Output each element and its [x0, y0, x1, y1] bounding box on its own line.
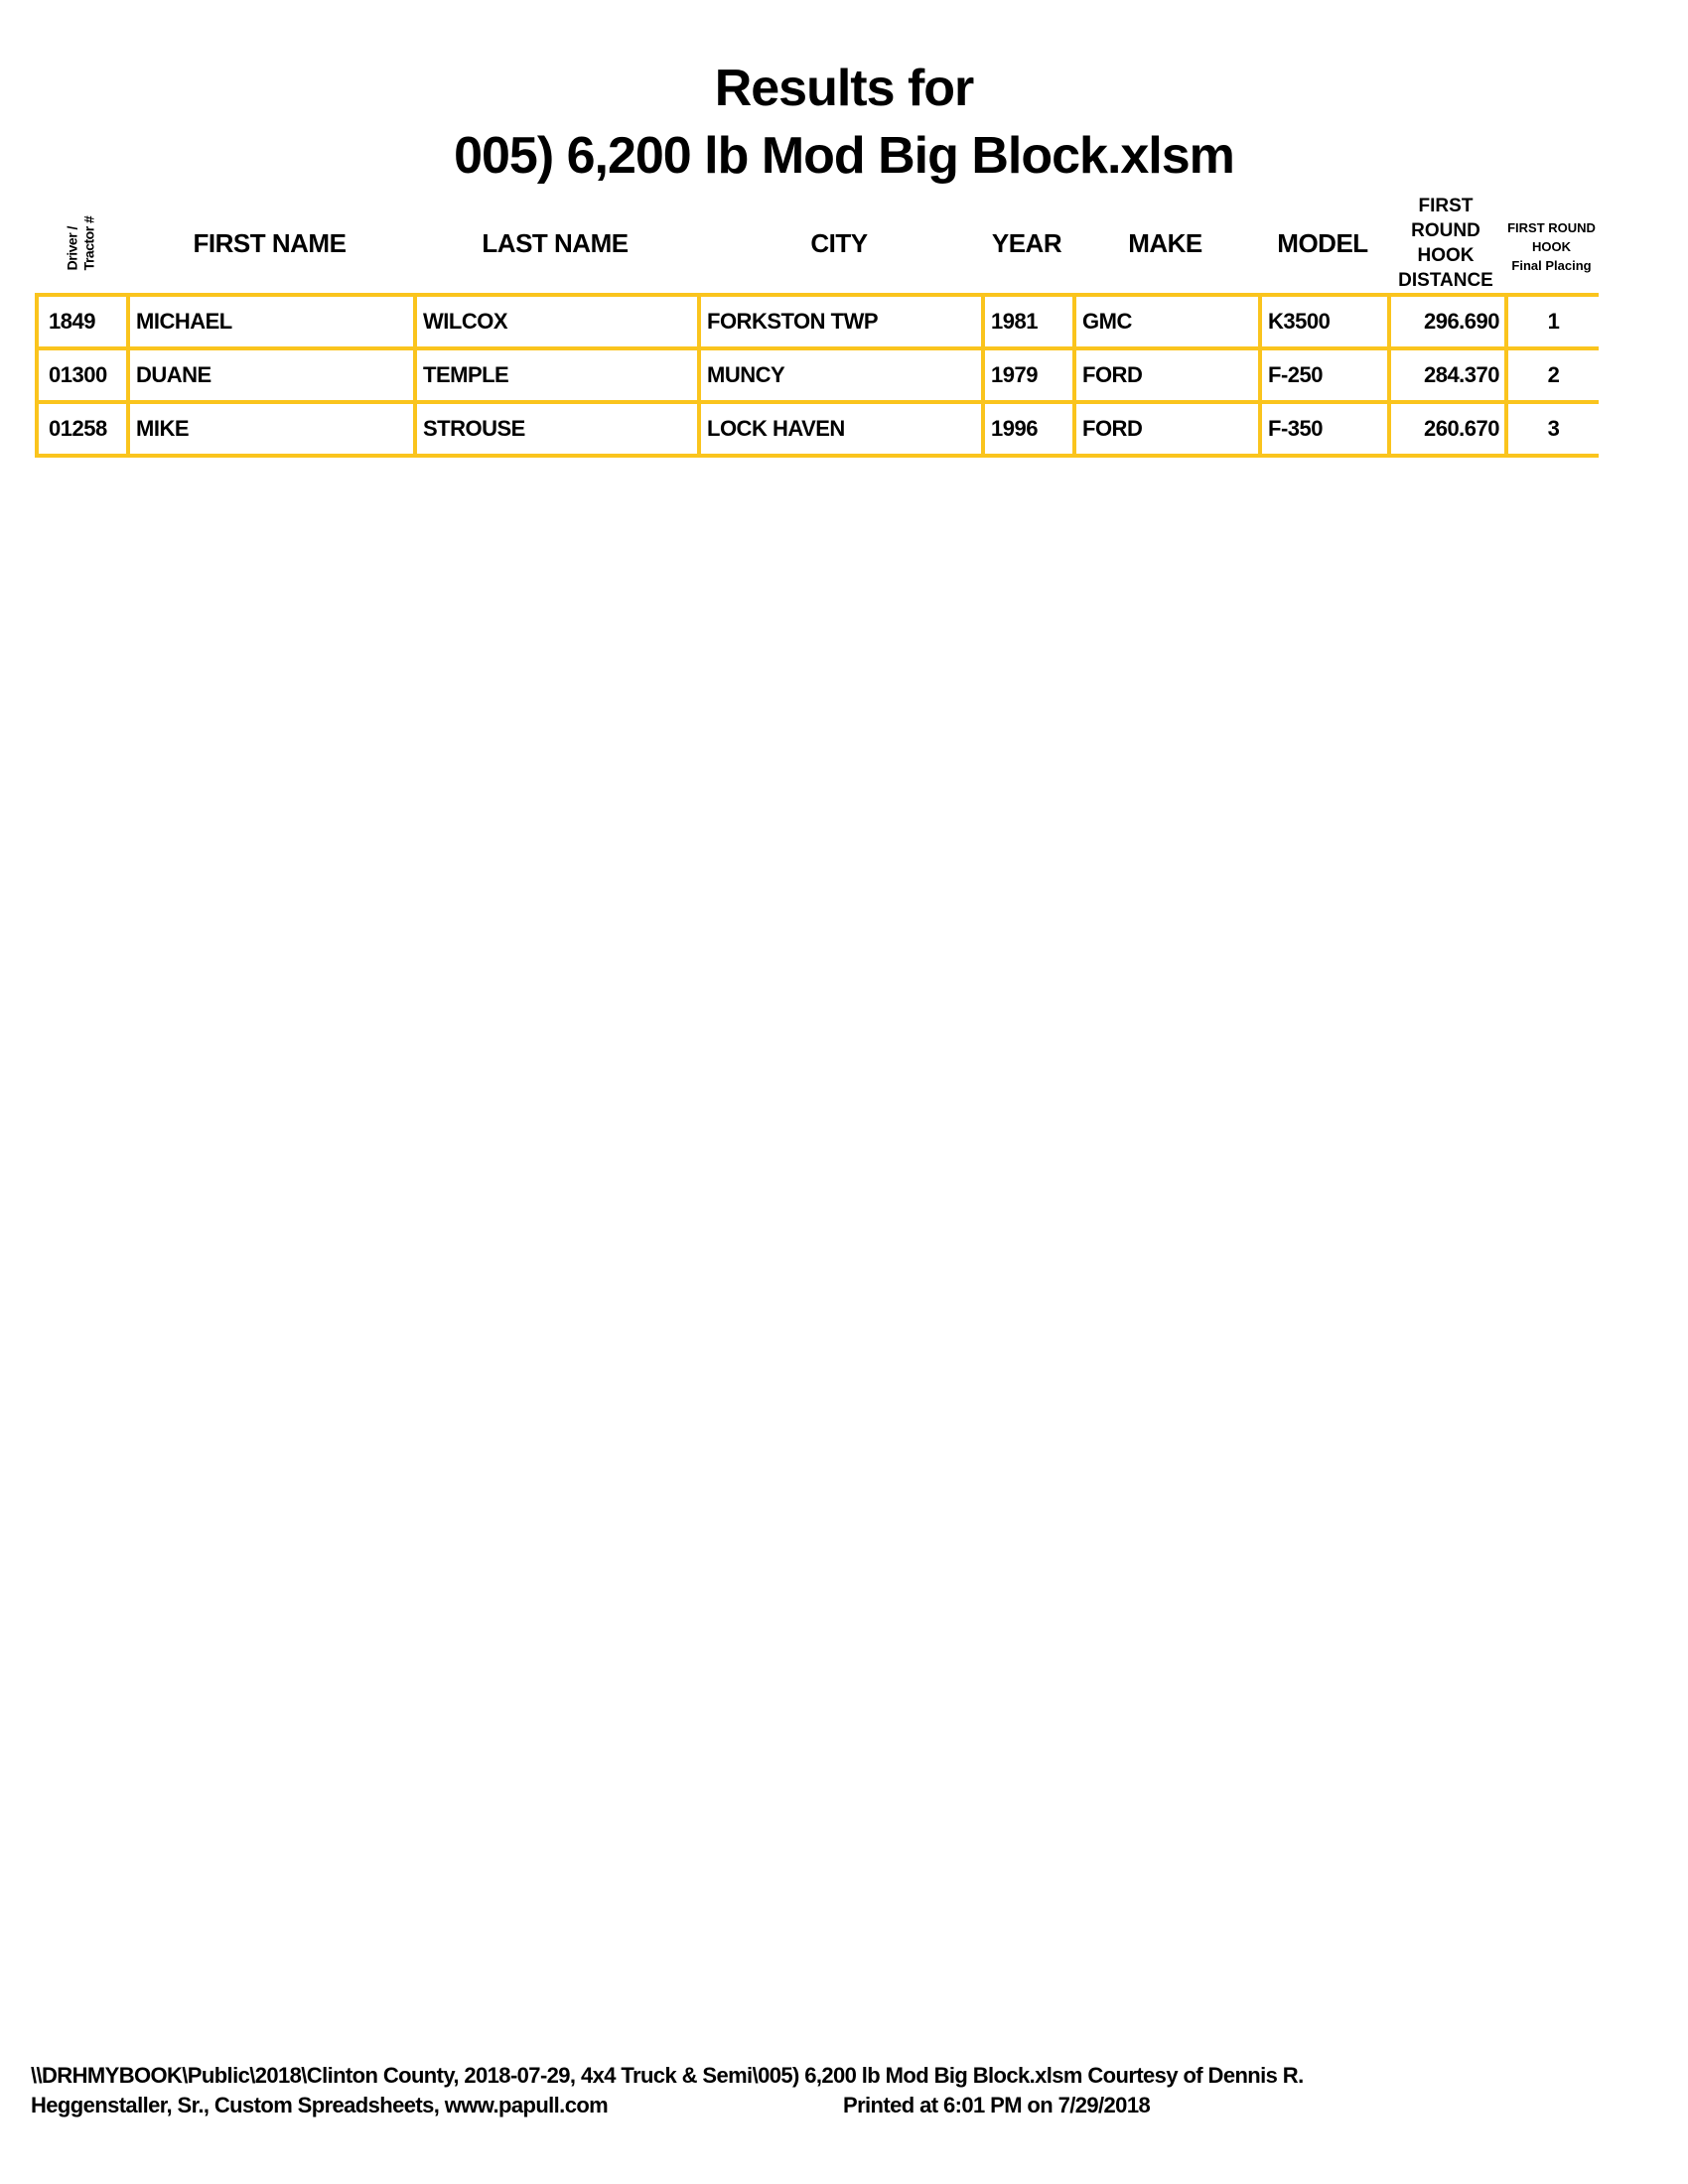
cell-hook-distance: 296.690 — [1387, 297, 1504, 350]
title-block — [0, 55, 1688, 190]
cell-driver-number: 01300 — [35, 350, 126, 404]
footer-courtesy-text: Heggenstaller, Sr., Custom Spreadsheets, www.papull.com — [31, 2093, 609, 2117]
hook-distance-line: DISTANCE — [1398, 270, 1493, 291]
page-subtitle: 005) 6,200 lb Mod Big Block.xlsm — [454, 127, 1234, 185]
cell-first-name: DUANE — [126, 350, 413, 404]
column-header-hook-distance — [1387, 194, 1504, 293]
hook-distance-line: ROUND — [1411, 220, 1480, 241]
final-placing-line: FIRST ROUND — [1507, 219, 1596, 235]
cell-hook-distance: 260.670 — [1387, 404, 1504, 458]
table-header-row — [35, 194, 1599, 293]
column-header-city: CITY — [810, 227, 868, 258]
results-table — [35, 293, 1599, 458]
driver-label-line1: Driver / — [63, 226, 79, 271]
cell-make: FORD — [1072, 350, 1258, 404]
cell-last-name: WILCOX — [413, 297, 697, 350]
column-header-last-name: LAST NAME — [482, 227, 629, 258]
cell-hook-distance: 284.370 — [1387, 350, 1504, 404]
page-title: Results for — [714, 60, 974, 117]
column-header-year: YEAR — [991, 227, 1062, 258]
hook-distance-line: FIRST — [1418, 196, 1474, 216]
cell-first-name: MICHAEL — [126, 297, 413, 350]
cell-model: F-250 — [1258, 350, 1387, 404]
cell-final-placing: 3 — [1504, 404, 1599, 458]
cell-final-placing: 1 — [1504, 297, 1599, 350]
cell-first-name: MIKE — [126, 404, 413, 458]
column-header-model: MODEL — [1277, 227, 1368, 258]
final-placing-line: HOOK — [1532, 238, 1571, 254]
driver-label-line2: Tractor # — [79, 215, 96, 271]
cell-year: 1979 — [981, 350, 1072, 404]
cell-city: LOCK HAVEN — [697, 404, 981, 458]
cell-year: 1996 — [981, 404, 1072, 458]
column-header-final-placing — [1504, 194, 1599, 293]
driver-tractor-vertical-label — [64, 216, 97, 271]
cell-model: K3500 — [1258, 297, 1387, 350]
cell-city: FORKSTON TWP — [697, 297, 981, 350]
cell-driver-number: 01258 — [35, 404, 126, 458]
cell-last-name: TEMPLE — [413, 350, 697, 404]
cell-final-placing: 2 — [1504, 350, 1599, 404]
cell-make: GMC — [1072, 297, 1258, 350]
cell-year: 1981 — [981, 297, 1072, 350]
final-placing-line: Final Placing — [1511, 257, 1592, 273]
cell-city: MUNCY — [697, 350, 981, 404]
cell-driver-number: 1849 — [35, 297, 126, 350]
footer-printed-timestamp: Printed at 6:01 PM on 7/29/2018 — [843, 2093, 1151, 2117]
cell-make: FORD — [1072, 404, 1258, 458]
footer-file-path: \\DRHMYBOOK\Public\2018\Clinton County, 2018-07-29, 4x4 Truck & Semi\005) 6,200 lb Mod Big Block.xlsm Courtesy of Dennis R. — [31, 2063, 1304, 2088]
column-header-driver-tractor — [35, 194, 126, 293]
column-header-first-name: FIRST NAME — [193, 227, 347, 258]
column-header-make: MAKE — [1128, 227, 1202, 258]
cell-last-name: STROUSE — [413, 404, 697, 458]
cell-model: F-350 — [1258, 404, 1387, 458]
hook-distance-line: HOOK — [1417, 245, 1475, 266]
